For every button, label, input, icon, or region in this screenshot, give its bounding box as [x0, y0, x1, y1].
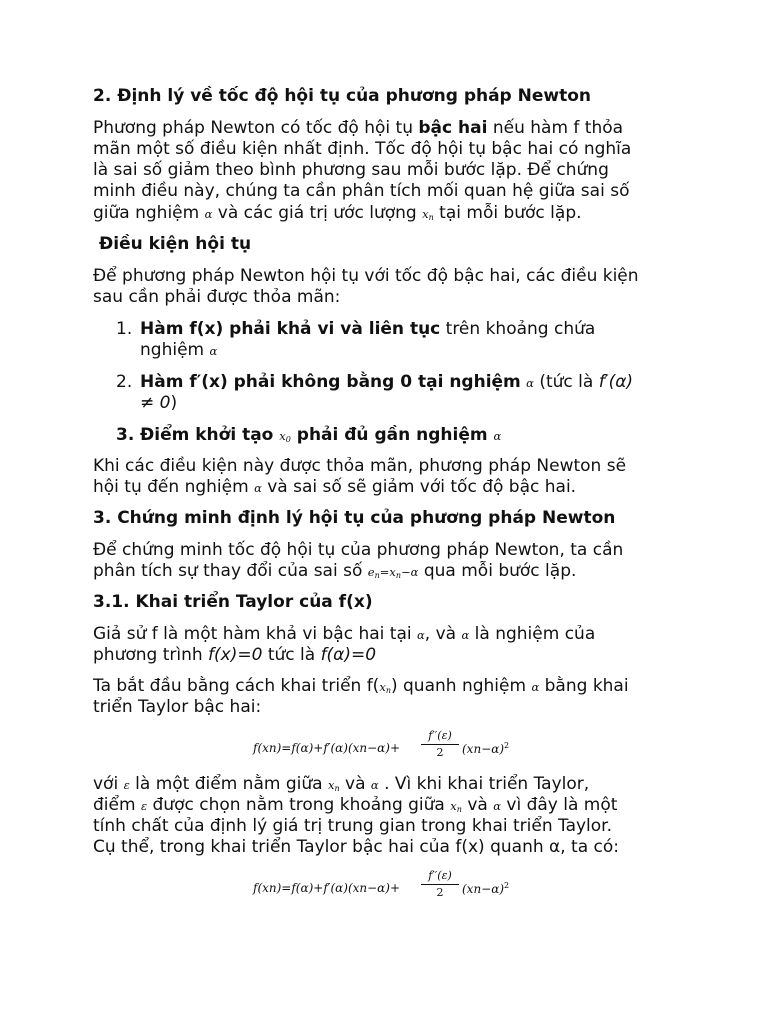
taylor-equation-1: f(xn)=f(α)+f′(α)(xn−α)+ f′′(ε) 2 $(xn-\alpha)^2$ — [253, 729, 510, 759]
heading-section-3: 3. Chứng minh định lý hội tụ của phương pháp Newton — [93, 508, 616, 528]
paragraph-line: giữa nghiệm α và các giá trị ước lượng $x_n$ tại mỗi bước lặp. — [93, 203, 582, 223]
list-item-1-cont: nghiệm α — [140, 340, 218, 360]
paragraph-line: Để chứng minh tốc độ hội tụ của phương pháp Newton, ta cần — [93, 540, 624, 560]
paragraph-line: triển Taylor bậc hai: — [93, 697, 262, 717]
heading-conditions: Điều kiện hội tụ — [99, 234, 252, 254]
taylor-equation-2: f(xn)=f(α)+f′(α)(xn−α)+ f′′(ε) 2 $(xn-\alpha)^2$ — [253, 869, 510, 899]
list-item-3: 3. Điểm khởi tạo $x_0$ phải đủ gần nghiệm α — [116, 425, 502, 445]
paragraph-line: phương trình f(x)=0 tức là f(α)=0 — [93, 645, 377, 665]
heading-section-2: 2. Định lý về tốc độ hội tụ của phương pháp Newton — [93, 86, 592, 106]
paragraph-line: Phương pháp Newton có tốc độ hội tụ bậc hai nếu hàm f thỏa — [93, 118, 624, 138]
paragraph-line: là sai số giảm theo bình phương sau mỗi bước lặp. Để chứng — [93, 160, 609, 180]
paragraph-line: Giả sử f là một hàm khả vi bậc hai tại α, và α là nghiệm của — [93, 624, 596, 644]
paragraph-line: phân tích sự thay đổi của sai số $e_n=x_n-\alpha$ qua mỗi bước lặp. — [93, 561, 577, 581]
paragraph-line: hội tụ đến nghiệm α và sai số sẽ giảm với tốc độ bậc hai. — [93, 477, 577, 497]
paragraph-line: Để phương pháp Newton hội tụ với tốc độ bậc hai, các điều kiện — [93, 266, 639, 286]
paragraph-line: mãn một số điều kiện nhất định. Tốc độ hội tụ bậc hai có nghĩa — [93, 139, 632, 159]
math-xn: $x_n$ — [422, 207, 434, 222]
paragraph-line: Khi các điều kiện này được thỏa mãn, phương pháp Newton sẽ — [93, 456, 627, 476]
paragraph-line: minh điều này, chúng ta cần phân tích mối quan hệ giữa sai số — [93, 181, 630, 201]
paragraph-line: Ta bắt đầu bằng cách khai triển $f(x_n)$ quanh nghiệm α bằng khai — [93, 676, 629, 696]
heading-section-3-1: 3.1. Khai triển Taylor của f(x) — [93, 592, 373, 612]
math-alpha: α — [204, 207, 213, 221]
list-item-2-cont: ≠ 0) — [140, 393, 178, 413]
paragraph-line: điểm ε được chọn nằm trong khoảng giữa $x_n$ và α vì đây là một — [93, 795, 618, 815]
paragraph-line: sau cần phải được thỏa mãn: — [93, 287, 341, 307]
list-item-2: 2. Hàm f′(x) phải không bằng 0 tại nghiệm α (tức là f′(α) — [116, 372, 634, 392]
list-item-1: 1. Hàm f(x) phải khả vi và liên tục trên khoảng chứa — [116, 319, 596, 339]
math-error-def: $e_n=x_n-\alpha$ — [367, 565, 419, 580]
paragraph-line: với ε là một điểm nằm giữa $x_n$ và α . Vì khi khai triển Taylor, — [93, 774, 590, 794]
paragraph-line: Cụ thể, trong khai triển Taylor bậc hai của f(x) quanh α, ta có: — [93, 837, 619, 857]
paragraph-line: tính chất của định lý giá trị trung gian trong khai triển Taylor. — [93, 816, 613, 836]
